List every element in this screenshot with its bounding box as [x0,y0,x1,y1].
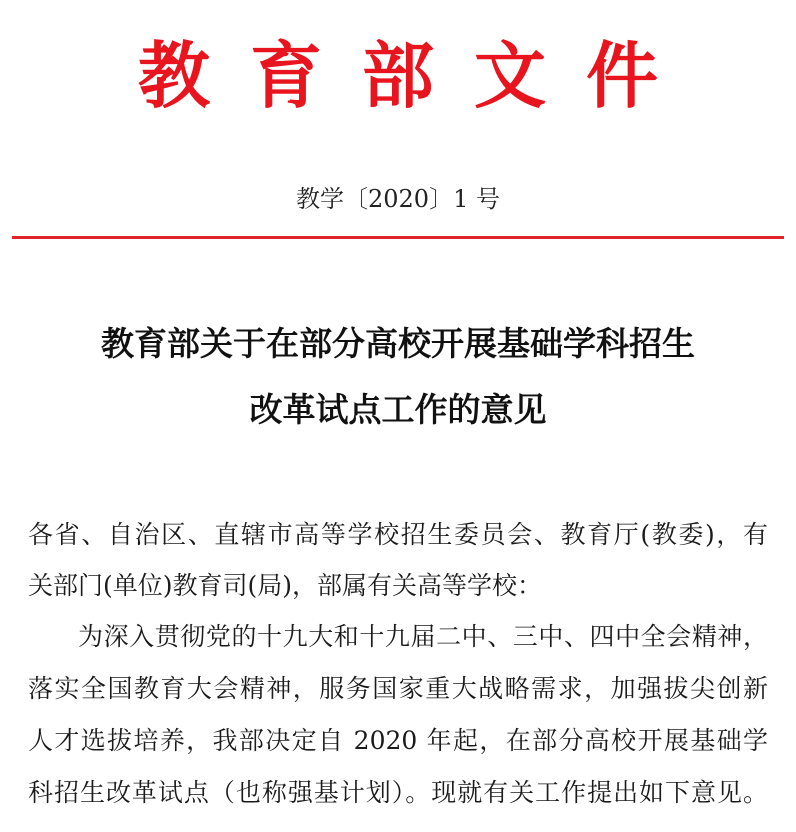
document-title-line-2: 改革试点工作的意见 [249,390,547,429]
document-title-line-1: 教育部关于在部分高校开展基础学科招生 [101,324,695,363]
addressee-line-1: 各省、自治区、直辖市高等学校招生委员会、教育厅(教委)，有 [28,520,768,549]
paragraph-line-2: 落实全国教育大会精神，服务国家重大战略需求，加强拔尖创新 [28,674,768,703]
paragraph-line-1: 为深入贯彻党的十九大和十九届二中、三中、四中全会精神， [78,622,768,651]
red-divider-rule [12,236,784,239]
addressee-line-2: 关部门(单位)教育司(局)，部属有关高等学校： [28,571,543,600]
paragraph-line-4: 科招生改革试点（也称强基计划）。现就有关工作提出如下意见。 [28,778,768,807]
document-number: 教学〔2020〕1 号 [296,185,500,213]
issuer-header-title: 教育部文件 [137,34,698,118]
paragraph-line-3: 人才选拔培养，我部决定自 2020 年起，在部分高校开展基础学 [28,726,768,755]
